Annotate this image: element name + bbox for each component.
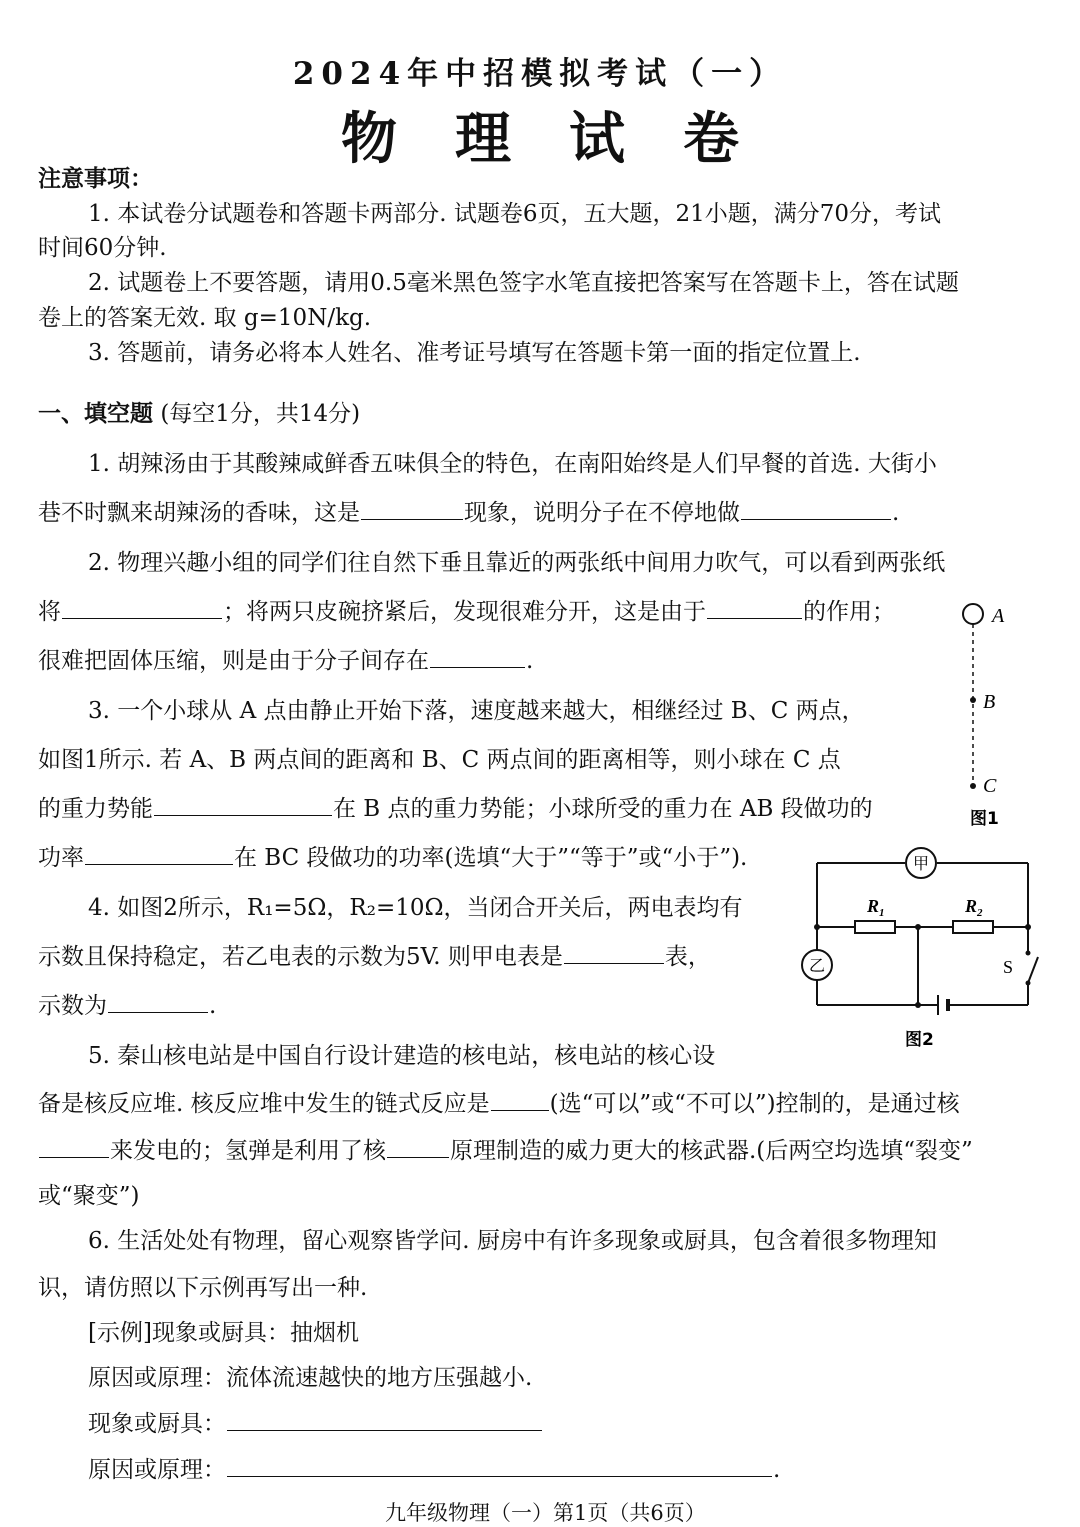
answer-blank[interactable] bbox=[108, 990, 208, 1013]
q3-line1: 3. 一个小球从 A 点由静止开始下落，速度越来越大，相继经过 B、C 两点， bbox=[88, 698, 865, 724]
figure-1-caption: 图1 bbox=[970, 809, 999, 829]
q2-text-a: 将 bbox=[38, 599, 61, 625]
switch-contact bbox=[1026, 981, 1031, 986]
figure-2-caption: 图2 bbox=[905, 1030, 934, 1050]
notice-item-2b: 卷上的答案无效. 取 g=10N/kg. bbox=[38, 305, 372, 331]
answer-blank[interactable] bbox=[707, 596, 802, 619]
notice-heading: 注意事项： bbox=[38, 165, 153, 192]
junction bbox=[915, 1002, 921, 1008]
section-heading bbox=[38, 398, 360, 430]
switch-label: S bbox=[1003, 957, 1014, 977]
q6-label-phenomenon: 现象或厨具： bbox=[88, 1411, 226, 1437]
meter-yi-label: 乙 bbox=[808, 956, 826, 975]
point-c bbox=[970, 783, 976, 789]
label-c: C bbox=[983, 775, 997, 797]
q4-line3 bbox=[38, 990, 216, 1022]
q3-line4 bbox=[38, 842, 747, 874]
q6-line2: 识，请仿照以下示例再写出一种. bbox=[38, 1275, 368, 1301]
figure-1 bbox=[940, 590, 1040, 835]
q5-line1: 5. 秦山核电站是中国自行设计建造的核电站，核电站的核心设 bbox=[88, 1043, 716, 1069]
q2-text-d: 很难把固体压缩，则是由于分子间存在 bbox=[38, 648, 429, 674]
q4-line1: 4. 如图2所示，R₁=5Ω，R₂=10Ω，当闭合开关后，两电表均有 bbox=[88, 895, 743, 921]
q5-text-a: 备是核反应堆. 核反应堆中发生的链式反应是 bbox=[38, 1091, 490, 1117]
q6-blank-line1 bbox=[88, 1408, 543, 1440]
notice-item-1a: 1. 本试卷分试题卷和答题卡两部分. 试题卷6页，五大题，21小题，满分70分，考试 bbox=[88, 201, 942, 227]
q4-text-d: . bbox=[209, 993, 217, 1019]
q1-line1: 1. 胡辣汤由于其酸辣咸鲜香五味俱全的特色，在南阳始终是人们早餐的首选. 大街小 bbox=[88, 451, 937, 477]
resistor-r2 bbox=[953, 921, 993, 933]
q5-line2 bbox=[38, 1088, 960, 1120]
page-footer: 九年级物理（一）第1页（共6页） bbox=[385, 1501, 706, 1525]
q3-text-c: 功率 bbox=[38, 845, 84, 871]
q6-label-principle: 原因或原理： bbox=[88, 1457, 226, 1483]
q3-text-d: 在 BC 段做功的功率(选填“大于”“等于”或“小于”). bbox=[234, 845, 748, 871]
q4-line2 bbox=[38, 941, 711, 973]
q2-text-e: . bbox=[526, 648, 534, 674]
ball-a bbox=[963, 604, 983, 624]
figure-2 bbox=[795, 845, 1070, 1055]
answer-blank[interactable] bbox=[741, 497, 891, 520]
section-score: (每空1分，共14分) bbox=[160, 401, 361, 427]
answer-blank[interactable] bbox=[361, 497, 463, 520]
q2-line1: 2. 物理兴趣小组的同学们往自然下垂且靠近的两张纸中间用力吹气，可以看到两张纸 bbox=[88, 550, 946, 576]
q6-example: [示例]现象或厨具：抽烟机 bbox=[88, 1320, 359, 1346]
q6-end: . bbox=[773, 1457, 781, 1483]
answer-blank[interactable] bbox=[85, 842, 233, 865]
q1-text-b: 现象，说明分子在不停地做 bbox=[464, 500, 740, 526]
answer-blank[interactable] bbox=[154, 793, 332, 816]
q5-text-d: 原理制造的威力更大的核武器.(后两空均选填“裂变” bbox=[450, 1138, 973, 1164]
junction bbox=[1025, 924, 1031, 930]
junction bbox=[814, 924, 820, 930]
answer-blank[interactable] bbox=[227, 1408, 542, 1431]
junction bbox=[915, 924, 921, 930]
notice-item-2a: 2. 试题卷上不要答题，请用0.5毫米黑色签字水笔直接把答案写在答题卡上，答在试题 bbox=[88, 270, 959, 296]
q3-line2: 如图1所示. 若 A、B 两点间的距离和 B、C 两点间的距离相等，则小球在 C 点 bbox=[38, 747, 841, 773]
r2-label: $R_2$ bbox=[965, 896, 983, 919]
q4-text-c: 示数为 bbox=[38, 993, 107, 1019]
switch-contact bbox=[1026, 951, 1031, 956]
q6-principle: 原因或原理：流体流速越快的地方压强越小. bbox=[88, 1365, 533, 1391]
notice-item-3: 3. 答题前，请务必将本人姓名、准考证号填写在答题卡第一面的指定位置上. bbox=[88, 340, 861, 366]
subject-title: 物理试卷 bbox=[341, 106, 797, 172]
section-title: 一、填空题 bbox=[38, 400, 153, 427]
q5-line3 bbox=[38, 1135, 973, 1167]
answer-blank[interactable] bbox=[491, 1088, 549, 1111]
exam-title: 2024年中招模拟考试（一） bbox=[292, 56, 788, 92]
q1-text-a: 巷不时飘来胡辣汤的香味，这是 bbox=[38, 500, 360, 526]
r1-label: $R_1$ bbox=[867, 896, 885, 919]
q2-line3 bbox=[38, 645, 533, 677]
q2-text-c: 的作用； bbox=[803, 599, 895, 625]
notice-item-1b: 时间60分钟. bbox=[38, 235, 167, 261]
q3-text-b: 在 B 点的重力势能；小球所受的重力在 AB 段做功的 bbox=[333, 796, 873, 822]
answer-blank[interactable] bbox=[430, 645, 525, 668]
q6-line1: 6. 生活处处有物理，留心观察皆学问. 厨房中有许多现象或厨具，包含着很多物理知 bbox=[88, 1228, 937, 1254]
q5-line4: 或“聚变”) bbox=[38, 1183, 140, 1209]
answer-blank[interactable] bbox=[564, 941, 664, 964]
resistor-r1 bbox=[855, 921, 895, 933]
q3-line3 bbox=[38, 793, 873, 825]
q5-text-c: 来发电的；氢弹是利用了核 bbox=[110, 1138, 386, 1164]
answer-blank[interactable] bbox=[387, 1135, 449, 1158]
point-b bbox=[970, 697, 976, 703]
q2-line2 bbox=[38, 596, 895, 628]
answer-blank[interactable] bbox=[227, 1454, 772, 1477]
answer-blank[interactable] bbox=[62, 596, 222, 619]
q3-text-a: 的重力势能 bbox=[38, 796, 153, 822]
meter-jia-label: 甲 bbox=[912, 854, 930, 873]
q6-blank-line2 bbox=[88, 1454, 780, 1486]
q1-line2 bbox=[38, 497, 899, 529]
answer-blank[interactable] bbox=[39, 1135, 109, 1158]
q5-text-b: (选“可以”或“不可以”)控制的，是通过核 bbox=[549, 1091, 960, 1117]
label-b: B bbox=[983, 691, 996, 713]
q2-text-b: ；将两只皮碗挤紧后，发现很难分开，这是由于 bbox=[223, 599, 706, 625]
q4-text-b: 表， bbox=[664, 944, 711, 970]
q4-text-a: 示数且保持稳定，若乙电表的示数为5V. 则甲电表是 bbox=[38, 944, 563, 970]
label-a: A bbox=[992, 605, 1005, 627]
q1-text-c: . bbox=[892, 500, 900, 526]
